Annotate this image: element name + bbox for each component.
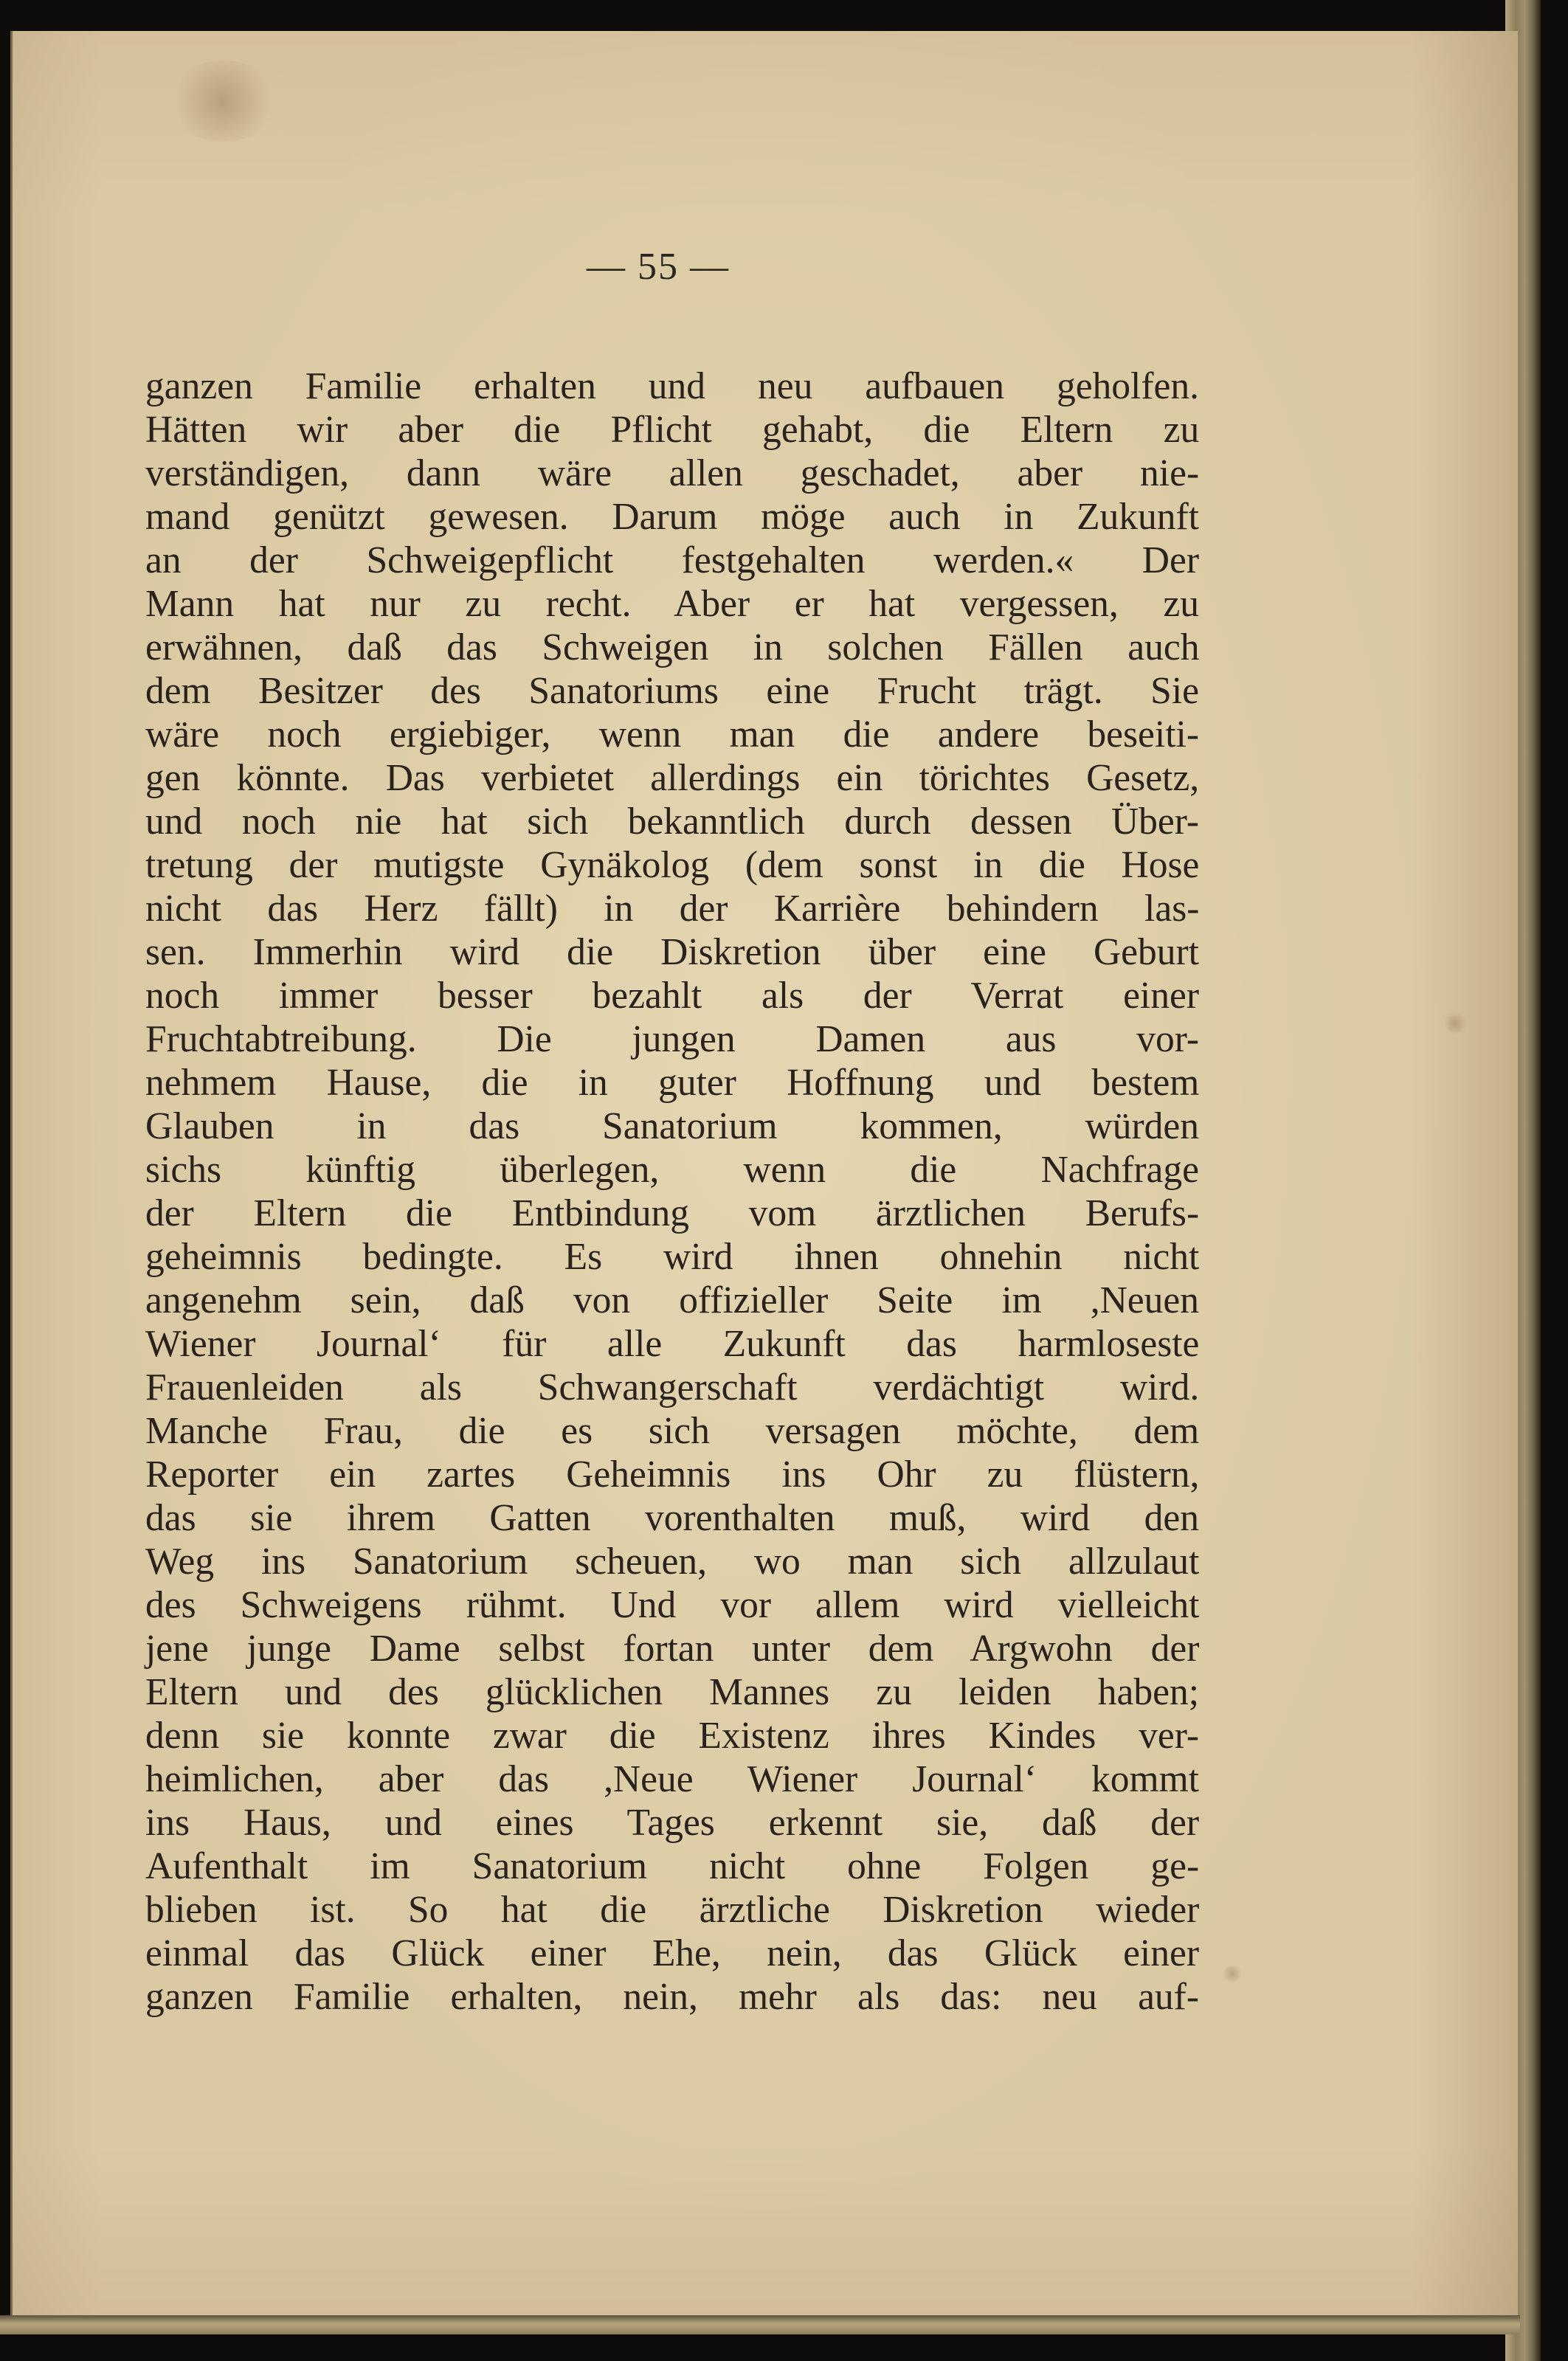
page-number: — 55 — [587,246,730,288]
text-line: Reporter ein zartes Geheimnis ins Ohr zu flüstern, [145,1453,1200,1496]
text-line: sen. Immerhin wird die Diskretion über eine Geburt [145,931,1199,973]
text-line: dem Besitzer des Sanatoriums eine Frucht trägt. Sie [145,670,1199,712]
text-line: Hätten wir aber die Pflicht gehabt, die Eltern zu [145,409,1200,451]
paper-stain [1223,1964,1242,1983]
text-line: an der Schweigepflicht festgehalten werden.« Der [145,539,1199,581]
text-line: ins Haus, und eines Tages erkennt sie, daß der [145,1802,1199,1844]
text-line: gen könnte. Das verbietet allerdings ein törichtes Gesetz, [145,757,1200,799]
text-line: nicht das Herz fällt) in der Karrière behindern las- [145,888,1200,930]
text-line: Frauenleiden als Schwangerschaft verdächtigt wird. [145,1366,1200,1408]
text-line: ganzen Familie erhalten und neu aufbauen geholfen. [145,365,1199,407]
text-line: Mann hat nur zu recht. Aber er hat vergessen, zu [145,583,1199,625]
text-line: wäre noch ergiebiger, wenn man die andere beseiti- [145,713,1199,756]
paper-stain [1444,1012,1466,1034]
text-line: der Eltern die Entbindung vom ärztlichen Berufs- [145,1192,1200,1234]
text-line: heimlichen, aber das ,Neue Wiener Journal‘ kommt [145,1758,1199,1800]
book-page [10,31,1518,2330]
text-line: des Schweigens rühmt. Und vor allem wird vielleicht [145,1584,1200,1626]
text-line: Fruchtabtreibung. Die jungen Damen aus vor- [145,1018,1199,1060]
paper-stain [167,61,278,142]
text-line: erwähnen, daß das Schweigen in solchen Fällen auch [145,626,1200,668]
text-line: tretung der mutigste Gynäkolog (dem sonst in die Hose [145,844,1200,886]
text-line: Eltern und des glücklichen Mannes zu leiden haben; [145,1671,1199,1713]
body-text [145,364,1199,2019]
text-line: blieben ist. So hat die ärztliche Diskretion wieder [145,1889,1200,1931]
text-line: verständigen, dann wäre allen geschadet, aber nie- [145,452,1200,494]
text-line: angenehm sein, daß von offizieller Seite im ,Neuen [145,1279,1199,1321]
text-line: einmal das Glück einer Ehe, nein, das Glück einer [145,1932,1199,1974]
text-line: nehmem Hause, die in guter Hoffnung und bestem [145,1062,1200,1104]
text-line: mand genützt gewesen. Darum möge auch in Zukunft [145,496,1199,538]
text-line: denn sie konnte zwar die Existenz ihres Kindes ver- [145,1715,1199,1757]
text-line: Weg ins Sanatorium scheuen, wo man sich allzulaut [145,1541,1200,1583]
text-line: jene junge Dame selbst fortan unter dem Argwohn der [145,1628,1200,1670]
text-line: noch immer besser bezahlt als der Verrat einer [145,975,1199,1017]
text-line: geheimnis bedingte. Es wird ihnen ohnehin nicht [145,1236,1200,1278]
text-line: sichs künftig überlegen, wenn die Nachfrage [145,1149,1199,1191]
book-page-edge-bottom [0,2315,1520,2334]
text-line: das sie ihrem Gatten vorenthalten muß, wird den [145,1497,1199,1539]
text-line: ganzen Familie erhalten, nein, mehr als das: neu auf- [145,1976,1199,2018]
text-line: Aufenthalt im Sanatorium nicht ohne Folgen ge- [145,1845,1200,1887]
text-line: Wiener Journal‘ für alle Zukunft das harmloseste [145,1323,1200,1365]
text-line: und noch nie hat sich bekanntlich durch dessen Über- [145,801,1200,843]
text-line: Glauben in das Sanatorium kommen, würden [145,1105,1199,1147]
text-line: Manche Frau, die es sich versagen möchte, dem [145,1410,1200,1452]
